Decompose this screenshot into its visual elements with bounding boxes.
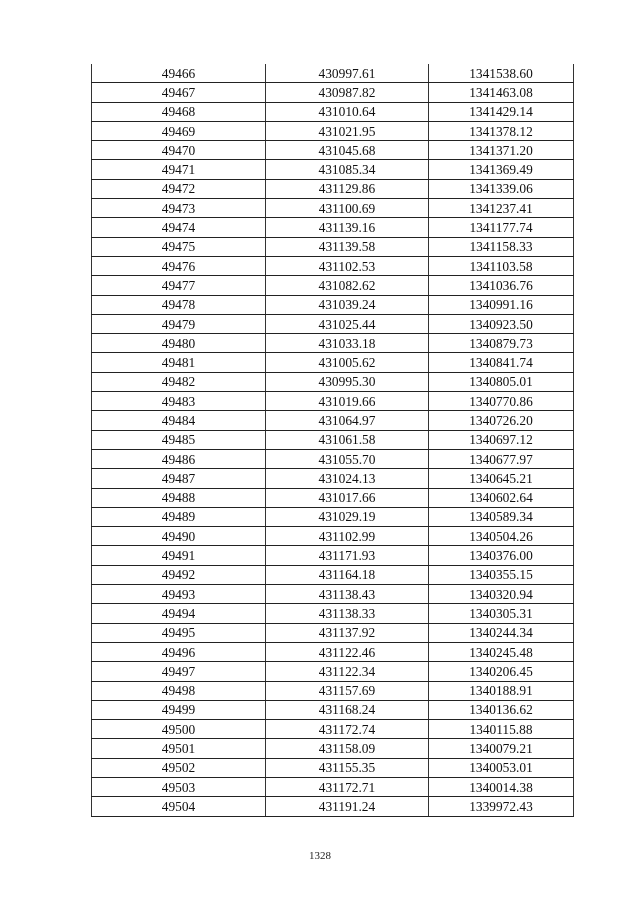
point-id-cell: 49492: [92, 565, 266, 584]
x-coordinate-cell: 431082.62: [266, 276, 429, 295]
x-coordinate-cell: 431155.35: [266, 758, 429, 777]
y-coordinate-cell: 1340991.16: [429, 295, 574, 314]
page-number: 1328: [309, 850, 331, 862]
point-id-cell: 49485: [92, 430, 266, 449]
table-row: [92, 199, 574, 218]
point-id-cell: 49498: [92, 681, 266, 700]
x-coordinate-cell: 431005.62: [266, 353, 429, 372]
x-coordinate-cell: 431100.69: [266, 199, 429, 218]
point-id-cell: 49478: [92, 295, 266, 314]
x-coordinate-cell: 431158.09: [266, 739, 429, 758]
x-coordinate-cell: 431085.34: [266, 160, 429, 179]
table-row: [92, 392, 574, 411]
y-coordinate-cell: 1341339.06: [429, 179, 574, 198]
x-coordinate-cell: 430987.82: [266, 83, 429, 102]
x-coordinate-cell: 431172.74: [266, 720, 429, 739]
y-coordinate-cell: 1339972.43: [429, 797, 574, 816]
x-coordinate-cell: 431164.18: [266, 565, 429, 584]
point-id-cell: 49472: [92, 179, 266, 198]
point-id-cell: 49500: [92, 720, 266, 739]
y-coordinate-cell: 1340136.62: [429, 700, 574, 719]
y-coordinate-cell: 1341463.08: [429, 83, 574, 102]
table-row: [92, 469, 574, 488]
table-row: [92, 276, 574, 295]
x-coordinate-cell: 431061.58: [266, 430, 429, 449]
x-coordinate-cell: 431172.71: [266, 777, 429, 796]
point-id-cell: 49493: [92, 585, 266, 604]
table-row: [92, 141, 574, 160]
table-row: [92, 411, 574, 430]
table-row: [92, 758, 574, 777]
x-coordinate-cell: 431025.44: [266, 314, 429, 333]
y-coordinate-cell: 1341371.20: [429, 141, 574, 160]
point-id-cell: 49467: [92, 83, 266, 102]
x-coordinate-cell: 431102.99: [266, 527, 429, 546]
point-id-cell: 49469: [92, 121, 266, 140]
table-row: [92, 777, 574, 796]
table-row: [92, 604, 574, 623]
point-id-cell: 49496: [92, 642, 266, 661]
point-id-cell: 49502: [92, 758, 266, 777]
x-coordinate-cell: 431137.92: [266, 623, 429, 642]
x-coordinate-cell: 431039.24: [266, 295, 429, 314]
y-coordinate-cell: 1340923.50: [429, 314, 574, 333]
x-coordinate-cell: 431055.70: [266, 449, 429, 468]
coordinate-table-body: [92, 64, 574, 816]
point-id-cell: 49503: [92, 777, 266, 796]
point-id-cell: 49474: [92, 218, 266, 237]
y-coordinate-cell: 1340645.21: [429, 469, 574, 488]
y-coordinate-cell: 1340245.48: [429, 642, 574, 661]
table-row: [92, 237, 574, 256]
y-coordinate-cell: 1340770.86: [429, 392, 574, 411]
y-coordinate-cell: 1340188.91: [429, 681, 574, 700]
table-row: [92, 507, 574, 526]
y-coordinate-cell: 1340079.21: [429, 739, 574, 758]
x-coordinate-cell: 430995.30: [266, 372, 429, 391]
y-coordinate-cell: 1340320.94: [429, 585, 574, 604]
y-coordinate-cell: 1341177.74: [429, 218, 574, 237]
table-row: [92, 64, 574, 83]
x-coordinate-cell: 431029.19: [266, 507, 429, 526]
point-id-cell: 49479: [92, 314, 266, 333]
y-coordinate-cell: 1340805.01: [429, 372, 574, 391]
table-row: [92, 314, 574, 333]
y-coordinate-cell: 1340841.74: [429, 353, 574, 372]
x-coordinate-cell: 431157.69: [266, 681, 429, 700]
y-coordinate-cell: 1340053.01: [429, 758, 574, 777]
point-id-cell: 49489: [92, 507, 266, 526]
x-coordinate-cell: 431129.86: [266, 179, 429, 198]
x-coordinate-cell: 431122.34: [266, 662, 429, 681]
table-row: [92, 121, 574, 140]
table-row: [92, 372, 574, 391]
x-coordinate-cell: 431024.13: [266, 469, 429, 488]
y-coordinate-cell: 1340697.12: [429, 430, 574, 449]
point-id-cell: 49501: [92, 739, 266, 758]
y-coordinate-cell: 1340504.26: [429, 527, 574, 546]
table-row: [92, 160, 574, 179]
x-coordinate-cell: 431033.18: [266, 334, 429, 353]
x-coordinate-cell: 431138.43: [266, 585, 429, 604]
table-row: [92, 700, 574, 719]
table-row: [92, 565, 574, 584]
point-id-cell: 49499: [92, 700, 266, 719]
y-coordinate-cell: 1340879.73: [429, 334, 574, 353]
x-coordinate-cell: 431138.33: [266, 604, 429, 623]
y-coordinate-cell: 1340305.31: [429, 604, 574, 623]
y-coordinate-cell: 1341103.58: [429, 256, 574, 275]
table-row: [92, 102, 574, 121]
point-id-cell: 49491: [92, 546, 266, 565]
x-coordinate-cell: 431168.24: [266, 700, 429, 719]
table-row: [92, 295, 574, 314]
point-id-cell: 49482: [92, 372, 266, 391]
y-coordinate-cell: 1340206.45: [429, 662, 574, 681]
x-coordinate-cell: 431017.66: [266, 488, 429, 507]
x-coordinate-cell: 430997.61: [266, 64, 429, 83]
table-row: [92, 720, 574, 739]
y-coordinate-cell: 1341378.12: [429, 121, 574, 140]
point-id-cell: 49494: [92, 604, 266, 623]
table-row: [92, 642, 574, 661]
table-row: [92, 546, 574, 565]
table-row: [92, 179, 574, 198]
table-row: [92, 449, 574, 468]
y-coordinate-cell: 1340014.38: [429, 777, 574, 796]
table-row: [92, 739, 574, 758]
point-id-cell: 49471: [92, 160, 266, 179]
point-id-cell: 49466: [92, 64, 266, 83]
y-coordinate-cell: 1341237.41: [429, 199, 574, 218]
point-id-cell: 49490: [92, 527, 266, 546]
x-coordinate-cell: 431102.53: [266, 256, 429, 275]
table-row: [92, 430, 574, 449]
table-row: [92, 256, 574, 275]
y-coordinate-cell: 1340376.00: [429, 546, 574, 565]
y-coordinate-cell: 1341538.60: [429, 64, 574, 83]
table-row: [92, 623, 574, 642]
table-row: [92, 353, 574, 372]
point-id-cell: 49484: [92, 411, 266, 430]
point-id-cell: 49480: [92, 334, 266, 353]
y-coordinate-cell: 1340589.34: [429, 507, 574, 526]
y-coordinate-cell: 1341429.14: [429, 102, 574, 121]
point-id-cell: 49486: [92, 449, 266, 468]
point-id-cell: 49473: [92, 199, 266, 218]
y-coordinate-cell: 1340726.20: [429, 411, 574, 430]
y-coordinate-cell: 1341036.76: [429, 276, 574, 295]
point-id-cell: 49487: [92, 469, 266, 488]
x-coordinate-cell: 431191.24: [266, 797, 429, 816]
y-coordinate-cell: 1340244.34: [429, 623, 574, 642]
point-id-cell: 49481: [92, 353, 266, 372]
point-id-cell: 49468: [92, 102, 266, 121]
table-row: [92, 585, 574, 604]
table-row: [92, 662, 574, 681]
x-coordinate-cell: 431064.97: [266, 411, 429, 430]
x-coordinate-cell: 431171.93: [266, 546, 429, 565]
coordinate-table: [91, 64, 574, 817]
y-coordinate-cell: 1341369.49: [429, 160, 574, 179]
x-coordinate-cell: 431021.95: [266, 121, 429, 140]
point-id-cell: 49497: [92, 662, 266, 681]
x-coordinate-cell: 431122.46: [266, 642, 429, 661]
y-coordinate-cell: 1341158.33: [429, 237, 574, 256]
point-id-cell: 49488: [92, 488, 266, 507]
y-coordinate-cell: 1340115.88: [429, 720, 574, 739]
point-id-cell: 49477: [92, 276, 266, 295]
table-row: [92, 527, 574, 546]
x-coordinate-cell: 431010.64: [266, 102, 429, 121]
x-coordinate-cell: 431139.58: [266, 237, 429, 256]
point-id-cell: 49475: [92, 237, 266, 256]
point-id-cell: 49504: [92, 797, 266, 816]
table-row: [92, 334, 574, 353]
y-coordinate-cell: 1340355.15: [429, 565, 574, 584]
point-id-cell: 49470: [92, 141, 266, 160]
table-row: [92, 797, 574, 816]
y-coordinate-cell: 1340677.97: [429, 449, 574, 468]
table-row: [92, 681, 574, 700]
point-id-cell: 49495: [92, 623, 266, 642]
point-id-cell: 49476: [92, 256, 266, 275]
table-row: [92, 488, 574, 507]
x-coordinate-cell: 431045.68: [266, 141, 429, 160]
table-row: [92, 83, 574, 102]
y-coordinate-cell: 1340602.64: [429, 488, 574, 507]
x-coordinate-cell: 431139.16: [266, 218, 429, 237]
table-row: [92, 218, 574, 237]
point-id-cell: 49483: [92, 392, 266, 411]
x-coordinate-cell: 431019.66: [266, 392, 429, 411]
